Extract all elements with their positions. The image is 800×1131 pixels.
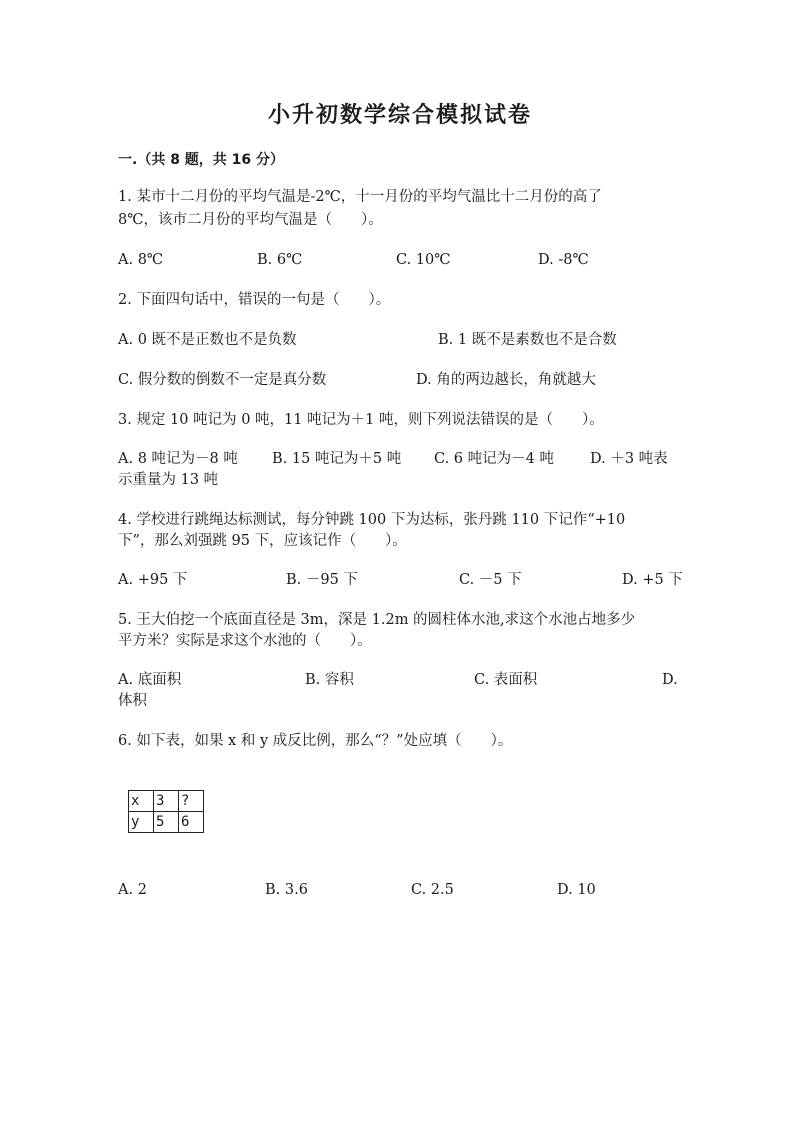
q4-option-a: A. +95 下: [118, 572, 188, 588]
q4-stem-line2: 下”，那么刘强跳 95 下，应该记作（ ）。: [118, 533, 407, 549]
q4-option-c: C. －5 下: [459, 572, 522, 588]
q2-stem: 2. 下面四句话中，错误的一句是（ ）。: [118, 292, 391, 308]
q1-stem-line1: 1. 某市十二月份的平均气温是-2℃，十一月份的平均气温比十二月份的高了: [118, 189, 602, 205]
q5-option-a: A. 底面积: [118, 672, 182, 688]
q1-option-a: A. 8℃: [118, 252, 164, 268]
q3-option-d-line2: 示重量为 13 吨: [118, 472, 219, 488]
q2-option-d: D. 角的两边越长，角就越大: [416, 372, 596, 388]
q3-option-d-line1: D. ＋3 吨表: [590, 451, 668, 467]
q6-option-c: C. 2.5: [411, 882, 454, 898]
q3-stem: 3. 规定 10 吨记为 0 吨，11 吨记为＋1 吨，则下列说法错误的是（ ）。: [118, 412, 604, 428]
q1-option-c: C. 10℃: [396, 252, 451, 268]
q5-option-d-label: D.: [662, 672, 678, 688]
table-row-x: [129, 791, 204, 812]
q1-option-b: B. 6℃: [257, 252, 303, 268]
q4-stem-line1: 4. 学校进行跳绳达标测试，每分钟跳 100 下为达标，张丹跳 110 下记作“+10: [118, 512, 626, 528]
section-heading: 一.（共 8 题，共 16 分）: [118, 152, 285, 168]
q6-option-a: A. 2: [118, 882, 147, 898]
table-row-y: [129, 812, 204, 833]
q3-option-b: B. 15 吨记为＋5 吨: [272, 451, 402, 467]
q5-stem-line1: 5. 王大伯挖一个底面直径是 3m，深是 1.2m 的圆柱体水池,求这个水池占地多少: [118, 612, 636, 628]
table-cell: y: [129, 812, 154, 833]
q5-option-d-text: 体积: [118, 693, 147, 709]
q2-option-a: A. 0 既不是正数也不是负数: [118, 332, 297, 348]
q5-option-b: B. 容积: [305, 672, 354, 688]
q6-stem: 6. 如下表，如果 x 和 y 成反比例，那么“？”处应填（ ）。: [118, 733, 513, 749]
q2-option-b: B. 1 既不是素数也不是合数: [438, 332, 617, 348]
q3-option-a: A. 8 吨记为－8 吨: [118, 451, 238, 467]
q3-option-c: C. 6 吨记为－4 吨: [434, 451, 554, 467]
q5-stem-line2: 平方米？实际是求这个水池的（ ）。: [118, 633, 372, 649]
page-title: 小升初数学综合模拟试卷: [267, 103, 532, 128]
table-cell: 3: [154, 791, 179, 812]
table-cell: 6: [179, 812, 204, 833]
q1-option-d: D. -8℃: [538, 252, 589, 268]
xy-table: [128, 790, 204, 833]
q6-option-b: B. 3.6: [265, 882, 308, 898]
table-cell: ?: [179, 791, 204, 812]
table-cell: x: [129, 791, 154, 812]
q2-option-c: C. 假分数的倒数不一定是真分数: [118, 372, 327, 388]
q4-option-d: D. +5 下: [622, 572, 683, 588]
q6-option-d: D. 10: [557, 882, 596, 898]
table-cell: 5: [154, 812, 179, 833]
q5-option-c: C. 表面积: [474, 672, 538, 688]
q4-option-b: B. －95 下: [286, 572, 358, 588]
q1-stem-line2: 8℃，该市二月份的平均气温是（ ）。: [118, 212, 383, 228]
